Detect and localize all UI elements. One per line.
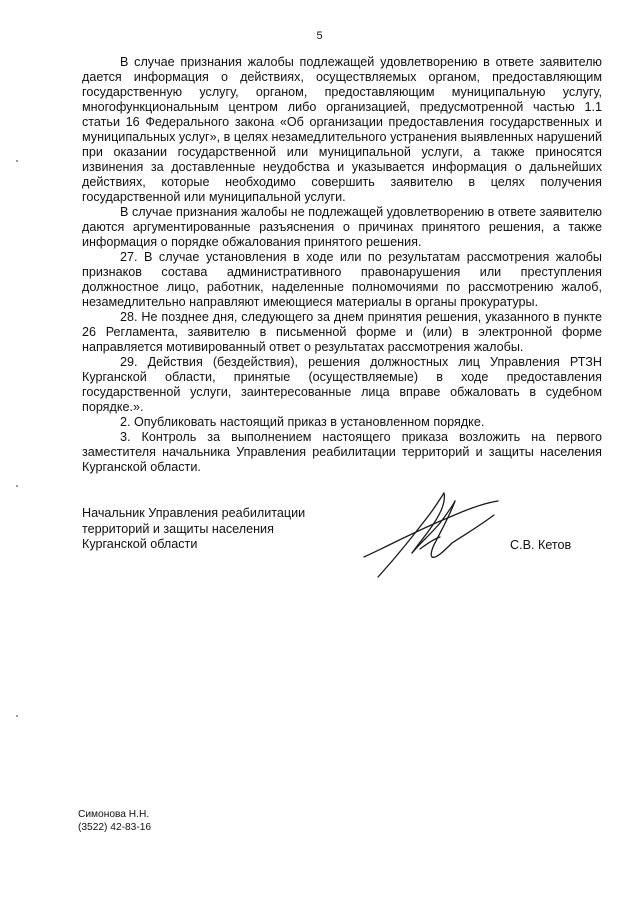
signer-position-line: Начальник Управления реабилитации (82, 506, 306, 520)
signer-position (82, 506, 305, 553)
executor-name: Симонова Н.Н. (78, 809, 150, 820)
signer-position-line: территорий и защиты населения (82, 521, 274, 536)
paragraph-publish: 2. Опубликовать настоящий приказ в установленном порядке. (120, 415, 485, 429)
signer-name: С.В. Кетов (510, 538, 572, 552)
scan-margin-dot (16, 485, 18, 487)
handwritten-signature (360, 485, 510, 585)
executor-phone: (3522) 42-83-16 (78, 822, 152, 833)
scan-margin-dot (16, 160, 18, 162)
executor-footer (78, 808, 151, 834)
paragraph-28: 28. Не позднее дня, следующего за днем принятия решения, указанного в пункте 26 Регламента, заявителю в письменной форме и (или) в электронной форме направляется мотивированный ответ о результатах рассмотрения жалобы. (82, 310, 602, 354)
paragraph-29: 29. Действия (бездействия), решения должностных лиц Управления РТЗН Курганской области, принятые (осуществляемые) в ходе предоставления государственной услуги, заинтересованные лица вправе обжаловать в судебном порядке.». (82, 355, 602, 414)
document-body (82, 55, 602, 475)
paragraph-complaint-satisfied: В случае признания жалобы подлежащей удовлетворению в ответе заявителю дается информация о действиях, осуществляемых органом, предоставляющим государственную услугу, органом, предоставляющим муниципальную услугу, многофункциональным центром либо организацией, предусмотренной частью 1.1 статьи 16 Федерального закона «Об организации предоставления государственных и муниципальных услуг», в целях незамедлительного устранения выявленных нарушений при оказании государственной или муниципальной услуги, а также приносятся извинения за доставленные неудобства и указывается информация о дальнейших действиях, которые необходимо совершить заявителю в целях получения государственной или муниципальной услуги. (82, 55, 602, 204)
page-number: 5 (316, 30, 323, 42)
paragraph-27: 27. В случае установления в ходе или по результатам рассмотрения жалобы признаков состава административного правонарушения или преступления должностное лицо, работник, наделенные полномочиями по рассмотрению жалоб, незамедлительно направляют имеющиеся материалы в органы прокуратуры. (82, 250, 602, 309)
paragraph-control: 3. Контроль за выполнением настоящего приказа возложить на первого заместителя начальника Управления реабилитации территорий и защиты населения Курганской области. (82, 430, 602, 474)
signer-position-line: Курганской области (82, 537, 198, 551)
paragraph-complaint-rejected: В случае признания жалобы не подлежащей удовлетворению в ответе заявителю даются аргументированные разъяснения о причинах принятого решения, а также информация о порядке обжалования принятого решения. (82, 205, 602, 249)
scan-margin-dot (16, 715, 18, 717)
